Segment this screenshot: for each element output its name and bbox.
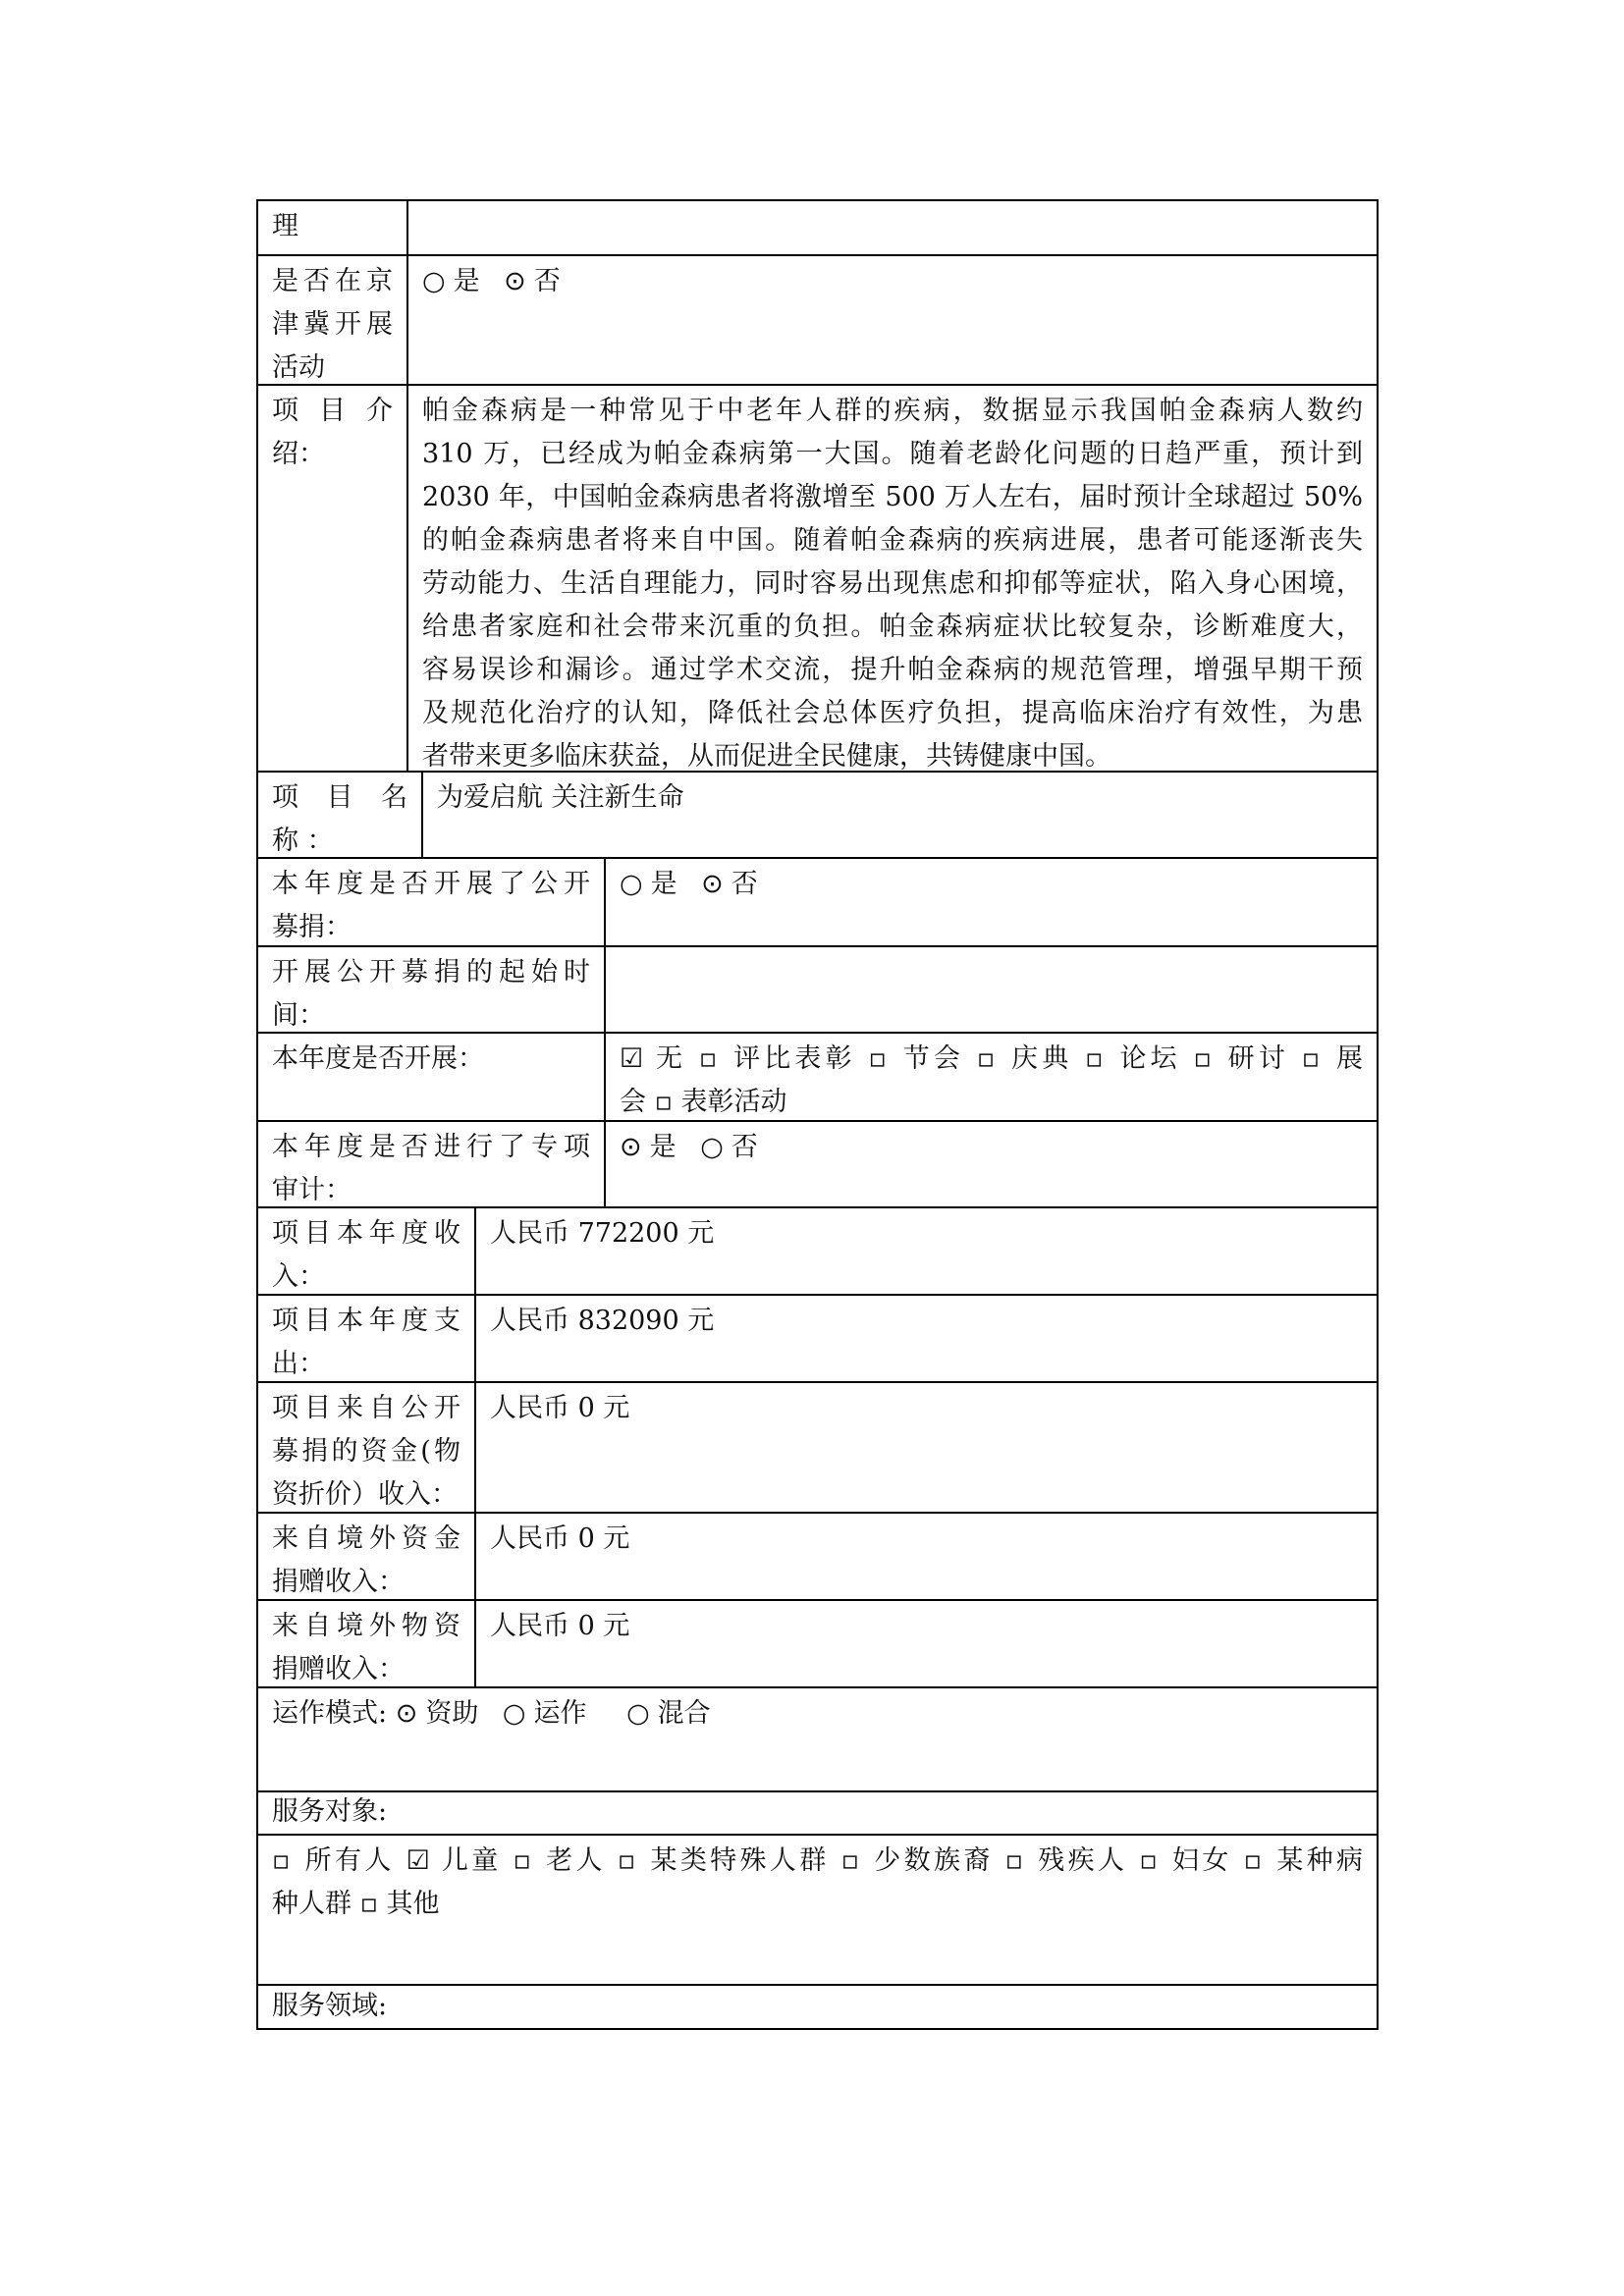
- value-cell: [423, 773, 1377, 857]
- label-line: 入：: [272, 1261, 325, 1292]
- value-cell: [476, 1383, 1377, 1512]
- public-income-value: 人民币 0 元: [490, 1393, 630, 1423]
- radio-group: [422, 260, 1363, 303]
- row-foreign-fund: [256, 1514, 1379, 1601]
- radio-empty-icon: ○: [700, 1132, 724, 1162]
- row-public-income: [256, 1383, 1379, 1514]
- mode-label: 运作模式:: [272, 1698, 388, 1729]
- value-cell: [476, 1208, 1377, 1294]
- radio-group: [272, 1692, 1363, 1735]
- row-operation-mode: [256, 1688, 1379, 1792]
- label-line: 募捐的资金(物: [272, 1436, 460, 1467]
- radio-empty-icon: ○: [626, 1698, 650, 1729]
- foreign-fund-value: 人民币 0 元: [490, 1523, 630, 1554]
- radio-option-yes[interactable]: ⊙ 是: [620, 1126, 677, 1169]
- radio-empty-icon: ○: [620, 869, 643, 899]
- value-cell: [606, 1122, 1377, 1206]
- row-special-audit: [256, 1122, 1379, 1208]
- radio-group: [620, 863, 1363, 906]
- label-line: 项 目 名: [272, 782, 407, 813]
- radio-option-mixed[interactable]: ○ 混合: [626, 1692, 711, 1735]
- row-service-target-options: [256, 1836, 1379, 1986]
- label-line: 活动: [272, 352, 325, 383]
- value-cell: [606, 947, 1377, 1032]
- income-value: 人民币 772200 元: [490, 1218, 715, 1249]
- intro-line: 2030 年，中国帕金森病患者将激增至 500 万人左右，届时预计全球超过 50%: [422, 482, 1363, 512]
- label-cell: [258, 1296, 476, 1381]
- radio-option-no[interactable]: ⊙ 否: [701, 863, 758, 906]
- intro-line: 的帕金森病患者将来自中国。随着帕金森病的疾病进展，患者可能逐渐丧失: [422, 525, 1363, 556]
- label-line: 资折价）收入：: [272, 1479, 458, 1510]
- row-continued: [256, 199, 1379, 256]
- row-foreign-goods: [256, 1601, 1379, 1688]
- checkbox-line[interactable]: ☑ 无 ▫ 评比表彰 ▫ 节会 ▫ 庆典 ▫ 论坛 ▫ 研讨 ▫ 展: [620, 1043, 1363, 1074]
- radio-option-yes[interactable]: ○ 是: [422, 260, 480, 303]
- checkbox-line[interactable]: 种人群 ▫ 其他: [272, 1889, 440, 1919]
- value-cell: [408, 256, 1377, 384]
- label-text: 本年度是否开展：: [272, 1043, 484, 1074]
- label-cell: [258, 859, 606, 945]
- radio-empty-icon: ○: [422, 266, 446, 296]
- label-cell: [258, 201, 408, 254]
- radio-selected-icon: ⊙: [620, 1132, 642, 1162]
- radio-option-grant[interactable]: ⊙ 资助: [396, 1692, 479, 1735]
- checkbox-line[interactable]: ▫ 所有人 ☑ 儿童 ▫ 老人 ▫ 某类特殊人群 ▫ 少数族裔 ▫ 残疾人 ▫ 妇女 ▫ 某种病: [272, 1845, 1363, 1876]
- value-cell: [476, 1296, 1377, 1381]
- label-line: 审计：: [272, 1175, 352, 1205]
- label-line: 本年度是否开展了公开: [272, 869, 590, 899]
- label-line: 津冀开展: [272, 309, 393, 340]
- radio-group: [620, 1126, 1363, 1169]
- service-target-label: 服务对象:: [272, 1796, 388, 1827]
- row-expense: [256, 1296, 1379, 1383]
- row-project-name: [256, 773, 1379, 859]
- row-project-intro: [256, 386, 1379, 773]
- activities-checkbox-group: [606, 1034, 1377, 1120]
- intro-line: 310 万，已经成为帕金森病第一大国。随着老龄化问题的日趋严重，预计到: [422, 439, 1363, 469]
- radio-selected-icon: ⊙: [395, 1698, 418, 1729]
- full-cell: [258, 1688, 1377, 1790]
- radio-empty-icon: ○: [502, 1698, 526, 1729]
- value-cell: [476, 1514, 1377, 1599]
- label-line: 本年度是否进行了专项: [272, 1132, 590, 1162]
- label-line: 绍：: [272, 439, 325, 469]
- project-intro-text: [408, 386, 1377, 771]
- label-line: 项目本年度收: [272, 1218, 460, 1249]
- full-cell: [258, 1792, 1377, 1834]
- label-cell: [258, 386, 408, 771]
- label-line: 出：: [272, 1349, 325, 1379]
- row-activities: [256, 1034, 1379, 1122]
- label-cell: [258, 1034, 606, 1120]
- label-line: 募捐：: [272, 912, 352, 942]
- row-service-target-label: [256, 1792, 1379, 1836]
- radio-option-no[interactable]: ○ 否: [700, 1126, 758, 1169]
- foreign-goods-value: 人民币 0 元: [490, 1611, 630, 1641]
- project-name-value: 为爱启航 关注新生命: [437, 782, 684, 813]
- value-cell: [476, 1601, 1377, 1686]
- row-beijing-activity: [256, 256, 1379, 386]
- label-cell: [258, 1122, 606, 1206]
- label-line: 来自境外资金: [272, 1523, 460, 1554]
- expense-value: 人民币 832090 元: [490, 1306, 715, 1336]
- intro-line: 者带来更多临床获益，从而促进全民健康，共铸健康中国。: [422, 741, 1111, 772]
- service-domain-label: 服务领域:: [272, 1991, 388, 2021]
- label-line: 是否在京: [272, 266, 393, 296]
- label-cell: [258, 1601, 476, 1686]
- radio-option-no[interactable]: ⊙ 否: [504, 260, 561, 303]
- label-cell: [258, 1383, 476, 1512]
- radio-option-operate[interactable]: ○ 运作: [503, 1692, 587, 1735]
- label-line: 项目来自公开: [272, 1393, 460, 1423]
- intro-line: 及规范化治疗的认知，降低社会总体医疗负担，提高临床治疗有效性，为患: [422, 698, 1363, 728]
- intro-line: 劳动能力、生活自理能力，同时容易出现焦虑和抑郁等症状，陷入身心困境，: [422, 568, 1363, 599]
- label-cell: [258, 1514, 476, 1599]
- label-line: 来自境外物资: [272, 1611, 460, 1641]
- label-line: 项目本年度支: [272, 1306, 460, 1336]
- row-public-fundraising: [256, 859, 1379, 947]
- label-line: 称 ：: [272, 826, 334, 856]
- label-cell: [258, 947, 606, 1032]
- row-service-domain: [256, 1986, 1379, 2030]
- radio-selected-icon: ⊙: [701, 869, 724, 899]
- intro-line: 帕金森病是一种常见于中老年人群的疾病，数据显示我国帕金森病人数约: [422, 396, 1363, 426]
- radio-selected-icon: ⊙: [504, 266, 526, 296]
- label-cell: [258, 773, 423, 857]
- intro-line: 容易误诊和漏诊。通过学术交流，提升帕金森病的规范管理，增强早期干预: [422, 655, 1363, 685]
- service-target-checkbox-group: [258, 1836, 1377, 1984]
- row-fundraising-start: [256, 947, 1379, 1034]
- full-cell: [258, 1986, 1377, 2028]
- label-line: 捐赠收入：: [272, 1654, 405, 1684]
- value-cell: [606, 859, 1377, 945]
- label-line: 开展公开募捐的起始时: [272, 957, 590, 988]
- intro-line: 给患者家庭和社会带来沉重的负担。帕金森病症状比较复杂，诊断难度大，: [422, 612, 1363, 642]
- label-cell: [258, 256, 408, 384]
- row-income: [256, 1208, 1379, 1296]
- label-line: 间：: [272, 1000, 325, 1031]
- label-cell: [258, 1208, 476, 1294]
- checkbox-line[interactable]: 会 ▫ 表彰活动: [620, 1087, 787, 1117]
- radio-option-yes[interactable]: ○ 是: [620, 863, 677, 906]
- label-line: 项 目 介: [272, 396, 393, 426]
- label-line: 捐赠收入：: [272, 1567, 405, 1597]
- label-text: 理: [272, 211, 298, 241]
